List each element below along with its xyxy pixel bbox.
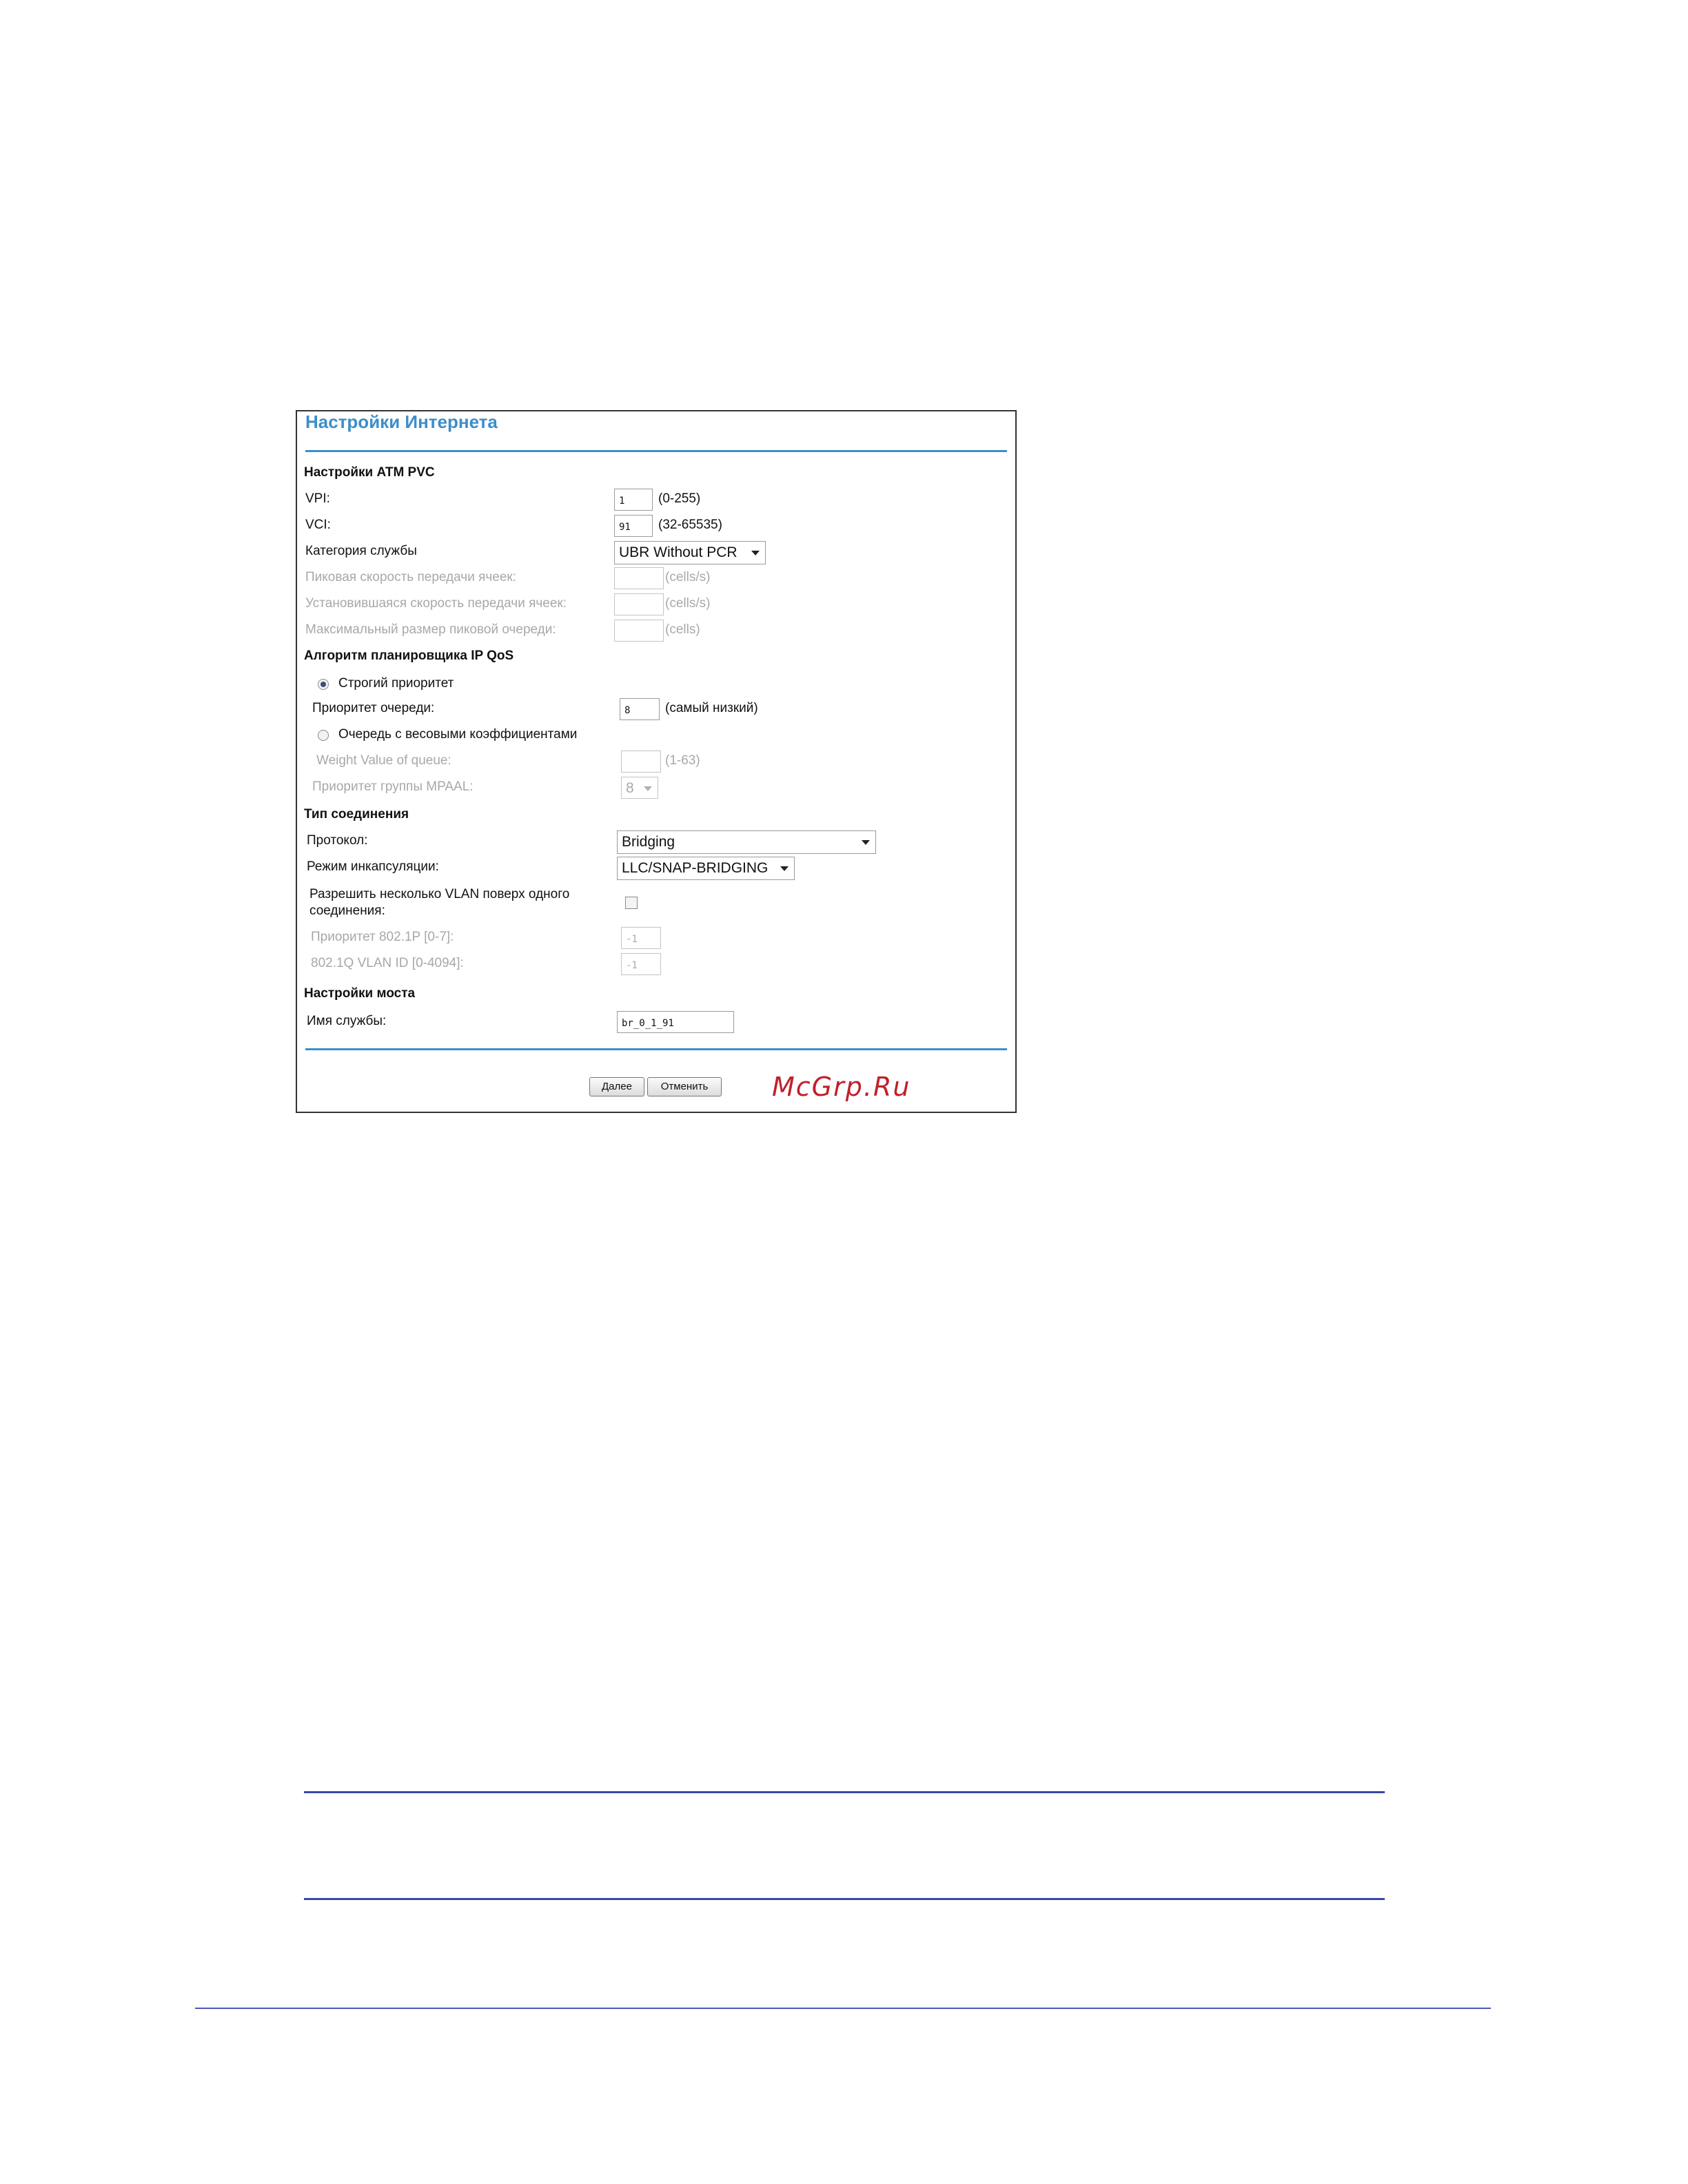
mpaal-priority-select[interactable] [621, 777, 658, 799]
vci-range: (32-65535) [658, 518, 722, 532]
service-name-input[interactable]: br_0_1_91 [617, 1011, 734, 1033]
protocol-select[interactable] [617, 830, 876, 854]
protocol-label: Протокол: [307, 833, 368, 848]
internet-settings-panel [296, 410, 1017, 1113]
strict-priority-radio[interactable] [318, 679, 329, 690]
service-category-select[interactable] [614, 541, 766, 564]
multi-vlan-label-line1: Разрешить несколько VLAN поверх одного [309, 887, 570, 901]
pcr-input[interactable] [614, 567, 664, 589]
chevron-down-icon [862, 840, 870, 845]
pcr-label: Пиковая скорость передачи ячеек: [305, 570, 516, 584]
service-name-label: Имя службы: [307, 1014, 387, 1028]
mbs-input[interactable] [614, 620, 664, 642]
weighted-queue-label: Очередь с весовыми коэффициентами [338, 727, 578, 742]
vlan-id-label: 802.1Q VLAN ID [0-4094]: [311, 956, 464, 970]
multi-vlan-label-line2: соединения: [309, 904, 385, 918]
vlan-id-input[interactable]: -1 [621, 953, 661, 975]
cancel-button[interactable]: Отменить [647, 1077, 722, 1096]
mbs-label: Максимальный размер пиковой очереди: [305, 622, 556, 637]
encapsulation-value: LLC/SNAP-BRIDGING [622, 860, 769, 876]
watermark: McGrp.Ru [772, 1072, 911, 1102]
vpi-range: (0-255) [658, 491, 701, 506]
qos-section-heading: Алгоритм планировщика IP QoS [304, 649, 514, 663]
scr-label: Установившаяся скорость передачи ячеек: [305, 596, 567, 611]
weighted-queue-radio[interactable] [318, 730, 329, 741]
scr-unit: (cells/s) [665, 596, 711, 611]
chevron-down-icon [780, 866, 789, 871]
weight-value-label: Weight Value of queue: [316, 753, 451, 768]
mpaal-priority-value: 8 [626, 780, 634, 796]
connection-section-heading: Тип соединения [304, 807, 409, 821]
queue-priority-note: (самый низкий) [665, 701, 758, 715]
bridge-section-heading: Настройки моста [304, 986, 416, 1001]
page-rule-middle [304, 1898, 1385, 1900]
priority-8021p-input[interactable]: -1 [621, 927, 661, 949]
vci-input[interactable]: 91 [614, 515, 653, 537]
vpi-label: VPI: [305, 491, 330, 506]
protocol-value: Bridging [622, 834, 675, 850]
encapsulation-label: Режим инкапсуляции: [307, 859, 439, 874]
mbs-unit: (cells) [665, 622, 700, 637]
pcr-unit: (cells/s) [665, 570, 711, 584]
strict-priority-label: Строгий приоритет [338, 676, 454, 691]
encapsulation-select[interactable] [617, 857, 795, 880]
service-category-label: Категория службы [305, 544, 417, 558]
chevron-down-icon [644, 786, 652, 791]
weight-value-input[interactable] [621, 751, 661, 773]
vci-label: VCI: [305, 518, 331, 532]
service-category-value: UBR Without PCR [619, 544, 738, 560]
next-button[interactable]: Далее [589, 1077, 644, 1096]
title-divider [305, 450, 1007, 452]
panel-title: Настройки Интернета [305, 411, 498, 432]
weight-value-range: (1-63) [665, 753, 700, 768]
atm-section-heading: Настройки ATM PVC [304, 465, 435, 480]
page-rule-top [304, 1791, 1385, 1793]
vpi-input[interactable]: 1 [614, 489, 653, 511]
priority-8021p-label: Приоритет 802.1P [0-7]: [311, 930, 454, 944]
page-footer-rule [195, 2008, 1491, 2009]
bottom-divider [305, 1048, 1007, 1050]
queue-priority-input[interactable]: 8 [620, 698, 660, 720]
queue-priority-label: Приоритет очереди: [312, 701, 435, 715]
scr-input[interactable] [614, 593, 664, 615]
mpaal-priority-label: Приоритет группы MPAAL: [312, 779, 474, 794]
chevron-down-icon [751, 551, 760, 555]
multi-vlan-checkbox[interactable] [625, 897, 638, 909]
